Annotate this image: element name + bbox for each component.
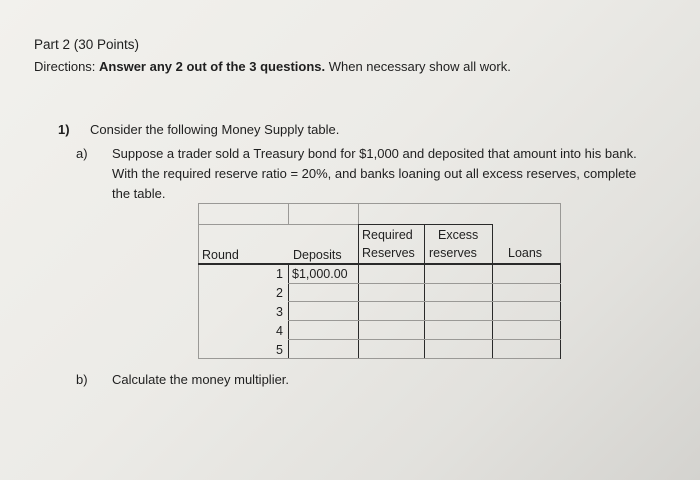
row-3-round: 3 <box>276 305 283 319</box>
question-1-number: 1) <box>58 122 70 137</box>
header-required-line-2: Reserves <box>362 246 415 260</box>
directions-bold: Answer any 2 out of the 3 questions. <box>99 59 326 74</box>
part-b-text: Calculate the money multiplier. <box>112 372 290 387</box>
part-b-letter: b) <box>76 372 88 387</box>
part-a-line-2: With the required reserve ratio = 20%, and banks loaning out all excess reserves, complete <box>112 166 637 181</box>
row-1-round: 1 <box>276 267 283 281</box>
row-5-round: 5 <box>276 343 283 357</box>
header-excess-line-2: reserves <box>429 246 477 260</box>
header-round: Round <box>202 248 239 262</box>
part-a-line-3: the table. <box>112 186 166 201</box>
part-a-line-1: Suppose a trader sold a Treasury bond for $1,000 and deposited that amount into his bank. <box>112 146 637 161</box>
header-required-line-1: Required <box>362 228 413 242</box>
directions-prefix: Directions: <box>34 59 100 74</box>
header-excess-line-1: Excess <box>438 228 479 242</box>
question-1-text: Consider the following Money Supply table. <box>90 122 340 137</box>
part-a-letter: a) <box>76 146 88 161</box>
header-deposits: Deposits <box>293 248 342 262</box>
row-1-deposits: $1,000.00 <box>292 267 348 281</box>
directions-line <box>34 59 511 75</box>
row-4-round: 4 <box>276 324 283 338</box>
directions-suffix: When necessary show all work. <box>325 59 511 74</box>
header-loans: Loans <box>508 246 543 260</box>
money-supply-table <box>198 203 561 359</box>
row-2-round: 2 <box>276 286 283 300</box>
part-heading: Part 2 (30 Points) <box>34 37 140 52</box>
